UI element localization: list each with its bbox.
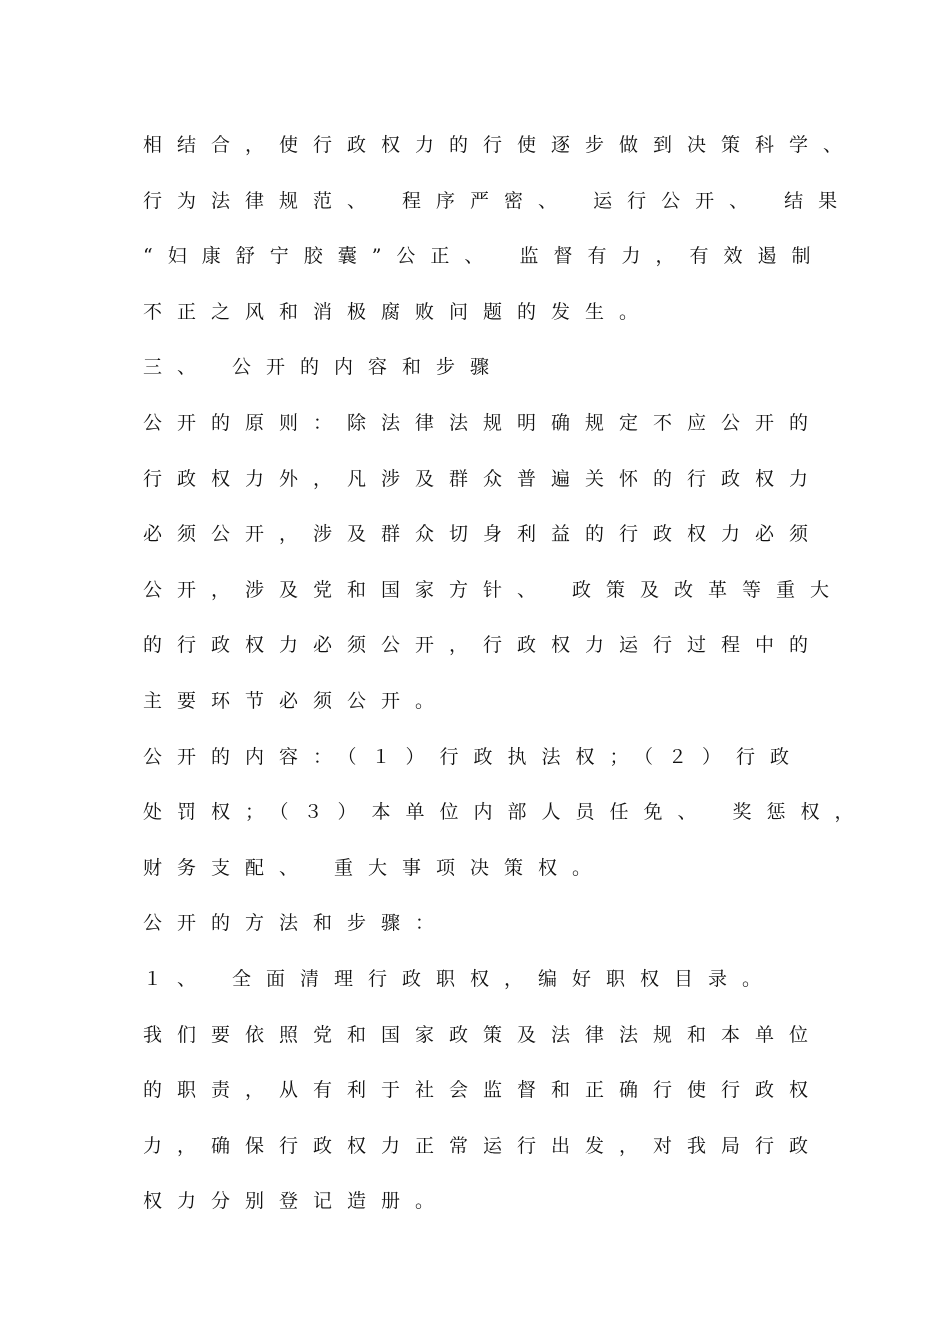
text-line: １、 全面清理行政职权，编好职权目录。 [143,968,777,990]
text-line: 行政权力外，凡涉及群众普遍关怀的行政权力 [143,468,824,490]
text-line: 公开的方法和步骤： [143,912,450,934]
section-heading: 三、 公开的内容和步骤 [143,356,505,378]
text-line: 必须公开，涉及群众切身利益的行政权力必须 [143,523,824,545]
text-line: 的行政权力必须公开，行政权力运行过程中的 [143,634,824,656]
text-line: 公开，涉及党和国家方针、 政策及改革等重大 [143,579,845,601]
text-line: 行为法律规范、 程序严密、 运行公开、 结果 [143,190,853,212]
text-line: 公开的内容：（１）行政执法权；（２）行政 [143,746,805,768]
text-line: “妇康舒宁胶囊”公正、 监督有力，有效遏制 [143,245,826,267]
text-line: 的职责，从有利于社会监督和正确行使行政权 [143,1079,824,1101]
text-line: 不正之风和消极腐败问题的发生。 [143,301,654,323]
text-line: 力，确保行政权力正常运行出发，对我局行政 [143,1135,824,1157]
text-line: 主要环节必须公开。 [143,690,450,712]
text-line: 公开的原则：除法律法规明确规定不应公开的 [143,412,824,434]
text-line: 我们要依照党和国家政策及法律法规和本单位 [143,1024,824,1046]
text-line: 权力分别登记造册。 [143,1190,450,1212]
text-line: 处罚权；（３）本单位内部人员任免、 奖惩权， [143,801,869,823]
text-line: 相结合，使行政权力的行使逐步做到决策科学、 [143,134,858,156]
text-line: 财务支配、 重大事项决策权。 [143,857,607,879]
